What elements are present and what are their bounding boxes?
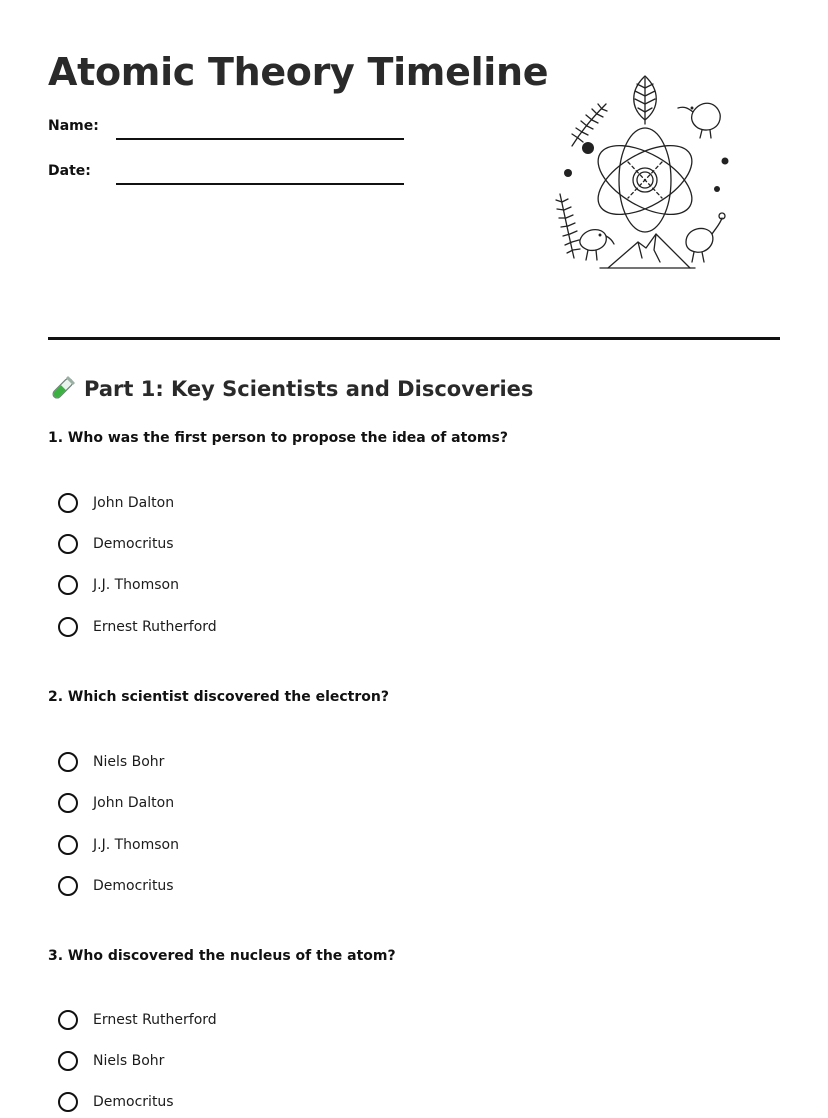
radio-button[interactable] xyxy=(58,1051,78,1071)
q3-option-c[interactable] xyxy=(58,1089,174,1115)
option-label: Ernest Rutherford xyxy=(93,1012,217,1028)
q1-option-a[interactable] xyxy=(58,490,174,516)
mountain-icon xyxy=(600,234,695,268)
date-blank-line[interactable] xyxy=(116,183,404,185)
q1-option-b[interactable] xyxy=(58,531,174,557)
radio-button[interactable] xyxy=(58,534,78,554)
option-label: J.J. Thomson xyxy=(93,837,179,853)
part1-title: Part 1: Key Scientists and Discoveries xyxy=(84,377,534,401)
radio-button[interactable] xyxy=(58,752,78,772)
kiwi-bird-left-icon xyxy=(580,230,614,260)
q2-option-c[interactable] xyxy=(58,832,179,858)
q2-option-d[interactable] xyxy=(58,873,174,899)
option-label: Ernest Rutherford xyxy=(93,619,217,635)
question-3 xyxy=(48,946,788,966)
radio-button[interactable] xyxy=(58,793,78,813)
option-label: Democritus xyxy=(93,878,174,894)
question-1-text: 1. Who was the first person to propose the idea of atoms? xyxy=(48,430,508,446)
date-label: Date: xyxy=(48,163,91,179)
q1-option-d[interactable] xyxy=(58,614,217,640)
option-label: Niels Bohr xyxy=(93,1053,165,1069)
question-1 xyxy=(48,428,788,448)
name-label: Name: xyxy=(48,118,99,134)
kiwi-bird-top-icon xyxy=(678,103,720,138)
radio-button[interactable] xyxy=(58,1010,78,1030)
q3-option-a[interactable] xyxy=(58,1007,217,1033)
question-3-text: 3. Who discovered the nucleus of the atom? xyxy=(48,948,396,964)
radio-button[interactable] xyxy=(58,835,78,855)
option-label: John Dalton xyxy=(93,495,175,511)
q2-option-b[interactable] xyxy=(58,790,174,816)
date-field xyxy=(48,161,408,185)
question-2 xyxy=(48,687,788,707)
question-2-text: 2. Which scientist discovered the electron? xyxy=(48,689,389,705)
fern-top-icon xyxy=(572,104,607,146)
name-blank-line[interactable] xyxy=(116,138,404,140)
worksheet-title: Atomic Theory Timeline xyxy=(48,50,549,94)
radio-button[interactable] xyxy=(58,493,78,513)
q3-option-b[interactable] xyxy=(58,1048,164,1074)
radio-button[interactable] xyxy=(58,876,78,896)
q2-option-a[interactable] xyxy=(58,749,164,775)
q1-option-c[interactable] xyxy=(58,572,179,598)
option-label: Democritus xyxy=(93,1094,174,1110)
leaf-icon xyxy=(634,76,657,124)
kiwi-bird-right-icon xyxy=(686,213,725,262)
option-label: John Dalton xyxy=(93,795,175,811)
option-label: Niels Bohr xyxy=(93,754,165,770)
fern-bottom-icon xyxy=(556,194,580,258)
option-label: J.J. Thomson xyxy=(93,577,179,593)
section-divider xyxy=(48,337,780,340)
test-tube-icon xyxy=(48,375,76,403)
option-label: Democritus xyxy=(93,536,174,552)
name-field xyxy=(48,116,408,140)
radio-button[interactable] xyxy=(58,617,78,637)
radio-button[interactable] xyxy=(58,1092,78,1112)
atom-icon xyxy=(587,128,703,232)
atom-nature-illustration xyxy=(550,72,740,272)
radio-button[interactable] xyxy=(58,575,78,595)
part1-heading xyxy=(48,372,533,406)
